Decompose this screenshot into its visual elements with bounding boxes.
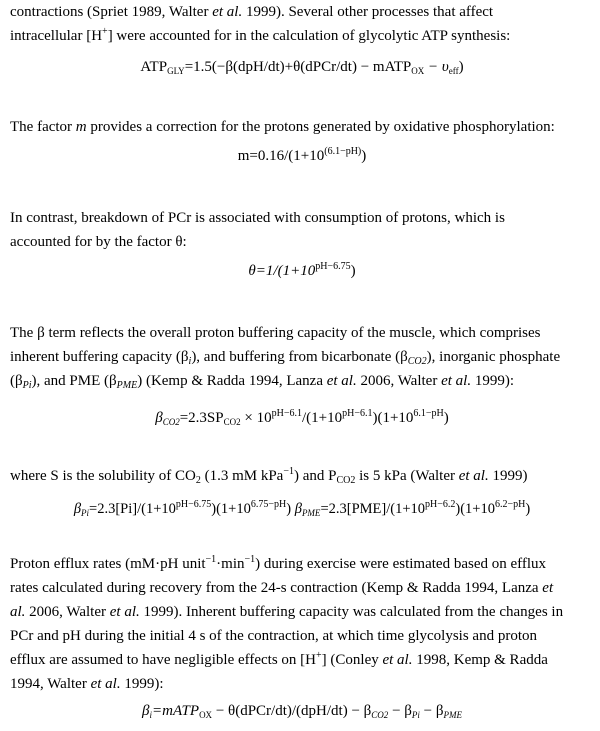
text: −1 [244,554,256,565]
text: 1999). Several other processes that affect [242,4,494,20]
text: 2006, Walter [25,604,110,620]
paragraph-beta [10,321,560,393]
eq-text: =2.3[Pi]/(1+10 [89,501,176,517]
equation-beta-co2 [10,410,594,427]
text: (1.3 mM kPa [200,468,284,484]
eq-text: /(1+10 [301,410,343,426]
eq-sub: Pi [81,508,90,518]
text: inherent buffering capacity (β [10,349,189,365]
text: The β term reflects the overall proton buffering capacity of the muscle, which comprises [10,325,541,341]
text: CO2 [407,356,427,367]
eq-sub: GLY [167,66,185,76]
text: ) and P [293,468,337,484]
eq-text: =2.3SP [179,410,224,426]
eq-sup: pH−6.75 [175,499,212,510]
eq-text: )(1+10 [372,410,414,426]
eq-sub: PME [443,710,462,720]
text: 1998, Kemp & Radda [412,652,548,668]
text: ] (Conley [321,652,383,668]
text: ) during exercise were estimated based on efflux [255,556,547,572]
equation-beta-pi-pme [10,501,594,518]
eq-text: β [155,410,163,426]
text: al. [10,604,26,620]
text: et al. [458,468,489,484]
eq-sub: PME [301,508,321,518]
eq-sub: CO2 [371,710,389,720]
eq-sub: eff [448,66,459,76]
eq-sup: pH−6.1 [271,408,302,419]
text: 1999): [120,676,164,692]
text: + [316,650,322,661]
text: PCr and pH during the initial 4 s of the contraction, at which time glycolysis and proton [10,628,537,644]
eq-text: β [73,501,82,517]
eq-text: ) [350,263,356,279]
eq-text: × 10 [240,410,272,426]
text: 1999). Inherent buffering capacity was calculated from the changes in [139,604,564,620]
text: et al. [382,652,413,668]
text: 1999): [471,373,514,389]
text: m [75,119,87,135]
text: ] were accounted for in the calculation of glycolytic ATP synthesis: [107,28,511,44]
text: provides a correction for the protons generated by oxidative phosphorylation: [86,119,555,135]
eq-text: θ=1/(1+10 [248,263,316,279]
text: In contrast, breakdown of PCr is associated with consumption of protons, which is [10,210,505,226]
text: CO2 [336,475,356,486]
text: The factor [10,119,76,135]
eq-text: ) [525,501,531,517]
text: efflux are assumed to have negligible effects on [H [10,652,317,668]
text: ), inorganic phosphate [426,349,561,365]
text: + [102,26,108,37]
paragraph-intro [10,0,510,48]
eq-text: − β [419,703,444,719]
eq-text: ) [361,148,367,164]
eq-sub: i [149,710,152,720]
text: PME [116,380,138,391]
text: et al. [326,373,357,389]
eq-sup: pH−6.2 [425,499,456,510]
eq-text: =1.5(−β(dpH/dt)+θ(dPCr/dt) − mATP [184,59,412,75]
eq-text: ) [286,501,295,517]
text: ·min [216,556,245,572]
eq-text: β [141,703,150,719]
text: −1 [205,554,217,565]
eq-text: − υ [424,59,449,75]
eq-text: =2.3[PME]/(1+10 [320,501,425,517]
text: contractions (Spriet 1989, Walter [10,4,213,20]
eq-text: ) [458,59,464,75]
eq-sup: (6.1−pH) [324,146,362,157]
eq-sub: Pi [411,710,420,720]
eq-text: β [294,501,302,517]
eq-sub: CO2 [162,417,180,427]
equation-theta [10,263,594,280]
eq-text: − θ(dPCr/dt)/(dpH/dt) − β [212,703,372,719]
text: where S is the solubility of CO [10,468,196,484]
text: ), and PME (β [31,373,117,389]
text: 1994, Walter [10,676,91,692]
eq-sup: 6.2−pH [494,499,526,510]
text: ), and buffering from bicarbonate (β [191,349,408,365]
text: accounted for by the factor θ: [10,234,187,250]
text: 1999) [488,468,528,484]
eq-sub: OX [411,66,425,76]
equation-atp-gly [10,59,594,76]
text: et al. [90,676,121,692]
eq-sup: 6.1−pH [413,408,444,419]
paragraph-solubility [10,464,527,488]
text: −1 [283,466,294,477]
paragraph-factor-m [10,115,555,139]
eq-text: ATP [140,59,168,75]
text: i [188,356,192,367]
eq-text: )(1+10 [211,501,251,517]
eq-sup: pH−6.75 [315,261,351,272]
eq-text: − β [388,703,412,719]
eq-sub: CO2 [223,417,241,427]
text: Proton efflux rates (mM·pH unit [10,556,206,572]
paragraph-efflux [10,552,563,696]
eq-sup: 6.75−pH [250,499,287,510]
text: is 5 kPa (Walter [355,468,459,484]
text: ) (Kemp & Radda 1994, Lanza [137,373,327,389]
equation-beta-i [10,703,594,720]
text: rates calculated during recovery from the 24-s contraction (Kemp & Radda 1994, Lanza [10,580,543,596]
text: et al. [441,373,472,389]
text: 2 [195,475,201,486]
text: et [542,580,554,596]
text: (β [10,373,23,389]
eq-text: m=0.16/(1+10 [237,148,325,164]
text: et al. [109,604,140,620]
text: Pi [22,380,32,391]
text: et al. [212,4,243,20]
eq-sup: pH−6.1 [342,408,373,419]
paragraph-pcr [10,206,505,254]
text: 2006, Walter [356,373,442,389]
text: intracellular [H [10,28,103,44]
eq-text: ) [443,410,449,426]
eq-text: )(1+10 [455,501,495,517]
eq-sub: OX [199,710,213,720]
eq-text: =mATP [151,703,200,719]
equation-m [10,148,594,165]
